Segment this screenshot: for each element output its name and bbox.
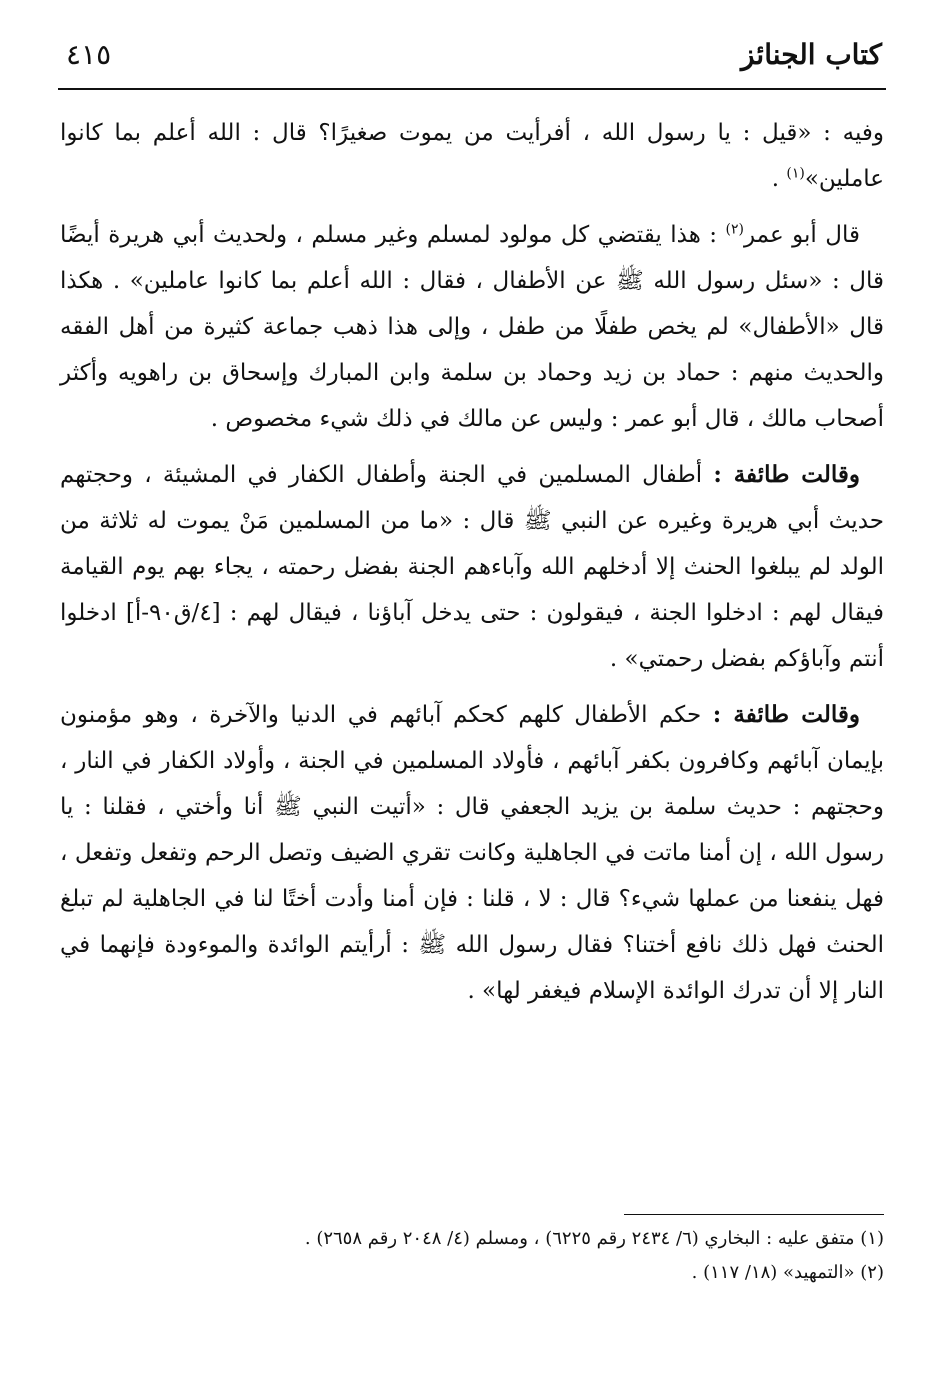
page-number: ٤١٥ bbox=[66, 38, 112, 71]
page-header bbox=[58, 36, 886, 86]
paragraph-4 bbox=[60, 692, 884, 1014]
main-text bbox=[60, 110, 884, 1024]
paragraph-2-text: : هذا يقتضي كل مولود لمسلم وغير مسلم ، ولحديث أبي هريرة أيضًا قال : «سئل رسول الله ﷺ عن الأطفال ، فقال : الله أعلم بما كانوا عاملين» . هكذا قال «الأطفال» لم يخص طفلًا من طفل ، وإلى هذا ذهب جماعة كثيرة من أهل الفقه والحديث منهم : حماد بن زيد وحماد بن سلمة وابن المبارك وإسحاق بن راهويه وأكثر أصحاب مالك ، قال أبو عمر : وليس عن مالك في ذلك شيء مخصوص . bbox=[60, 222, 884, 432]
paragraph-2-start: قال أبو عمر bbox=[743, 222, 860, 248]
paragraph-1-text: وفيه : «قيل : يا رسول الله ، أفرأيت من يموت صغيرًا؟ قال : الله أعلم بما كانوا عاملين» bbox=[60, 120, 884, 192]
footnote-ref-1: (١) bbox=[786, 165, 805, 182]
paragraph-1-end: . bbox=[771, 166, 787, 192]
paragraph-3 bbox=[60, 452, 884, 682]
paragraph-4-lead: وقالت طائفة : bbox=[712, 701, 861, 728]
chapter-title: كتاب الجنائز bbox=[740, 38, 882, 71]
paragraph-3-lead: وقالت طائفة : bbox=[713, 461, 861, 488]
paragraph-3-text: أطفال المسلمين في الجنة وأطفال الكفار في المشيئة ، وحجتهم حديث أبي هريرة وغيره عن النبي ﷺ قال : «ما من المسلمين مَنْ يموت له ثلاثة من الولد لم يبلغوا الحنث إلا أدخلهم الله وآباءهم الجنة بفضل رحمته ، يجاء بهم يوم القيامة فيقال لهم : ادخلوا الجنة ، فيقولون : حتى يدخل آباؤنا ، فيقال لهم : [٤/ق٩٠-أ] ادخلوا أنتم وآباؤكم بفضل رحمتي» . bbox=[60, 462, 884, 672]
paragraph-2 bbox=[60, 212, 884, 442]
paragraph-1 bbox=[60, 110, 884, 202]
footnote-ref-2: (٢) bbox=[725, 221, 744, 238]
footnotes bbox=[60, 1222, 884, 1290]
footnote-divider bbox=[624, 1214, 884, 1215]
header-divider bbox=[58, 88, 886, 90]
paragraph-4-text: حكم الأطفال كلهم كحكم آبائهم في الدنيا والآخرة ، وهو مؤمنون بإيمان آبائهم وكافرون بكفر آبائهم ، فأولاد المسلمين في الجنة ، وأولاد الكفار في النار ، وحجتهم : حديث سلمة بن يزيد الجعفي قال : «أتيت النبي ﷺ أنا وأختي ، فقلنا : يا رسول الله ، إن أمنا ماتت في الجاهلية وكانت تقري الضيف وتصل الرحم وتفعل وتفعل ، فهل ينفعنا من عملها شيء؟ قال : لا ، قلنا : فإن أمنا وأدت أختًا لنا في الجاهلية لم تبلغ الحنث فهل ذلك نافع أختنا؟ فقال رسول الله ﷺ : أرأيتم الوائدة والموءودة فإنهما في النار إلا أن تدرك الوائدة الإسلام فيغفر لها» . bbox=[60, 702, 884, 1004]
footnote-1: (١) متفق عليه : البخاري (٦/ ٢٤٣٤ رقم ٦٢٢٥) ، ومسلم (٤/ ٢٠٤٨ رقم ٢٦٥٨) . bbox=[304, 1228, 884, 1249]
footnote-2: (٢) «التمهيد» (١٨/ ١١٧) . bbox=[691, 1262, 884, 1283]
